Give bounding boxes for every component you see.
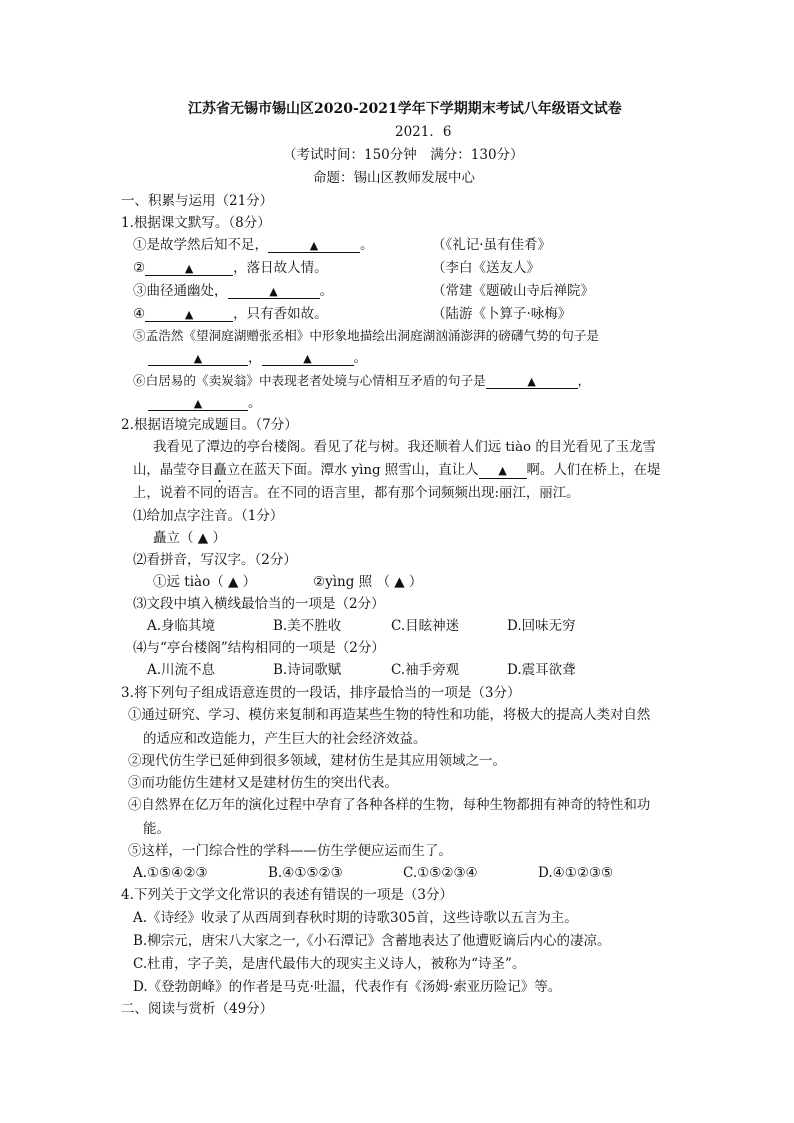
question-1-stem: 1.根据课文默写。（8分）: [121, 215, 271, 231]
q1-item-3-source: （常建《题破山寺后禅院》: [432, 283, 594, 299]
q2-sub-3-option[interactable]: C.目眩神迷: [391, 618, 460, 634]
section-two-heading: 二、阅读与赏析（49分）: [121, 1001, 274, 1017]
q4-option-d[interactable]: D.《登勃朗峰》的作者是马克·吐温，代表作有《汤姆·索亚历险记》等。: [133, 979, 562, 995]
exam-info: （考试时间：150分钟 满分：130分）: [283, 147, 524, 163]
question-4-stem: 4.下列关于文学文化常识的表述有错误的一项是（3分）: [121, 887, 453, 903]
q3-sentence-2: ②现代仿生学已延伸到很多领域，建材仿生是其应用领域之一。: [128, 753, 506, 769]
q3-option[interactable]: C.①⑤②③④: [403, 865, 478, 881]
question-2-stem: 2.根据语境完成题目。（7分）: [121, 417, 298, 433]
q4-option-b[interactable]: B.柳宗元，唐宋八大家之一,《小石潭记》含蓄地表达了他遭贬谪后内心的凄凉。: [133, 933, 611, 949]
q2-sub-1-item: 矗立（ ▲ ）: [153, 530, 226, 546]
q1-item-2-source: （李白《送友人》: [432, 260, 540, 276]
answer-blank[interactable]: ▲: [148, 394, 248, 411]
q1-item-4: ④ ▲ ，只有香如故。: [133, 306, 328, 322]
q1-item-6-blank: ▲ 。: [148, 394, 262, 412]
q1-item-5-blanks: ▲ ， ▲ 。: [148, 349, 367, 367]
answer-blank[interactable]: ▲: [145, 305, 233, 322]
q1-item-1-source: （《礼记·虽有佳肴》: [432, 237, 552, 253]
q3-option[interactable]: A.①⑤④②③: [133, 865, 208, 881]
q1-item-2: ② ▲ ，落日故人情。: [133, 260, 328, 276]
q1-item-3: ③曲径通幽处， ▲ 。: [133, 283, 333, 299]
answer-blank[interactable]: ▲: [268, 236, 360, 253]
q2-sub-4-option[interactable]: A.川流不息: [147, 662, 216, 678]
q1-item-5: ⑤孟浩然《望洞庭湖赠张丞相》中形象地描绘出洞庭湖汹涌澎湃的磅礴气势的句子是: [133, 328, 599, 343]
q2-sub-4-option[interactable]: B.诗词歌赋: [273, 662, 342, 678]
exam-date: 2021．6: [395, 124, 452, 140]
q1-item-6: ⑥白居易的《卖炭翁》中表现老者处境与心情相互矛盾的句子是 ▲ ，: [133, 373, 591, 388]
exam-title: 江苏省无锡市锡山区2020-2021学年下学期期末考试八年级语文试卷: [188, 101, 622, 117]
q2-sub-3-option[interactable]: A.身临其境: [147, 618, 216, 634]
q3-option[interactable]: D.④①②③⑤: [538, 865, 614, 881]
q2-sub-2: ⑵看拼音，写汉字。（2分）: [133, 552, 297, 568]
answer-blank[interactable]: ▲: [486, 372, 578, 389]
answer-blank[interactable]: ▲: [262, 349, 354, 366]
q2-passage-line-3: 上，说着不同的语言。在不同的语言里，都有那个词频频出现:丽江，丽江。: [133, 486, 580, 501]
q1-item-4-source: （陆游《卜算子·咏梅》: [432, 306, 572, 322]
q3-sentence-5: ⑤这样，一门综合性的学科——仿生学便应运而生了。: [128, 843, 452, 859]
q3-sentence-4-cont: 能。: [143, 821, 170, 837]
exam-author: 命题：锡山区教师发展中心: [313, 170, 475, 186]
answer-blank[interactable]: ▲: [228, 282, 320, 299]
q4-option-a[interactable]: A.《诗经》收录了从西周到春秋时期的诗歌305首，这些诗歌以五言为主。: [133, 910, 578, 926]
q2-passage-line-1: 我看见了潭边的亭台楼阁。看见了花与树。我还顺着人们远 tiào 的目光看见了玉龙雪: [153, 440, 656, 455]
q2-sub-4-option[interactable]: C.袖手旁观: [391, 662, 460, 678]
question-3-stem: 3.将下列句子组成语意连贯的一段话，排序最恰当的一项是（3分）: [121, 685, 521, 701]
answer-blank[interactable]: ▲: [479, 462, 527, 479]
q3-sentence-4: ④自然界在亿万年的演化过程中孕育了各种各样的生物，每种生物都拥有神奇的特性和功: [128, 798, 651, 813]
q3-option[interactable]: B.④①⑤②③: [268, 865, 343, 881]
q3-sentence-3: ③而功能仿生建材又是建材仿生的突出代表。: [128, 775, 398, 791]
q2-sub-3: ⑶文段中填入横线最恰当的一项是（2分）: [133, 596, 385, 612]
answer-blank[interactable]: ▲: [145, 259, 233, 276]
q2-sub-3-option[interactable]: D.回味无穷: [507, 618, 576, 634]
q2-passage-line-2: 山，晶莹夺目矗立在蓝天下面。潭水 yìng 照雪山，直让人 ▲ 啊。人们在桥上，在堤: [133, 463, 661, 478]
q4-option-c[interactable]: C.杜甫，字子美，是唐代最伟大的现实主义诗人，被称为“诗圣”。: [133, 956, 526, 972]
section-one-heading: 一、积累与运用（21分）: [121, 193, 274, 209]
q2-sub-4: ⑷与“亭台楼阁”结构相同的一项是（2分）: [133, 640, 385, 656]
q2-sub-1: ⑴给加点字注音。（1分）: [133, 508, 284, 524]
q1-item-1: ①是故学然后知不足， ▲ 。: [133, 237, 374, 253]
q2-sub-3-option[interactable]: B.美不胜收: [273, 618, 342, 634]
q3-sentence-1-cont: 的适应和改造能力，产生巨大的社会经济效益。: [143, 731, 427, 747]
q2-sub-2-item-a: ①远 tiào（ ▲ ）: [153, 574, 257, 590]
q2-sub-4-option[interactable]: D.震耳欲聋: [507, 662, 576, 678]
q3-sentence-1: ①通过研究、学习、模仿来复制和再造某些生物的特性和功能，将极大的提高人类对自然: [128, 708, 651, 723]
answer-blank[interactable]: ▲: [148, 349, 248, 366]
q2-sub-2-item-b: ②yìng 照 （ ▲ ）: [313, 574, 423, 590]
